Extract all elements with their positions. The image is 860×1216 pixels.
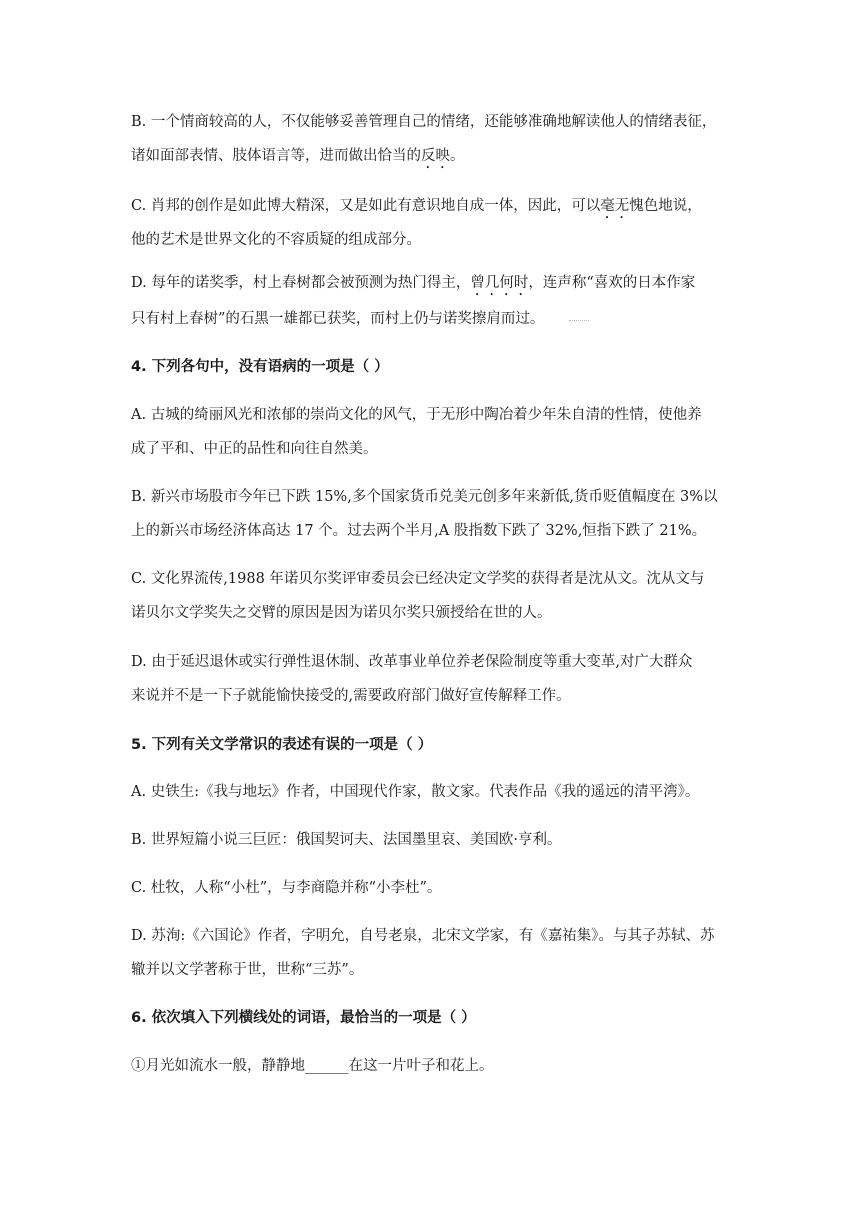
q4-option-b-line2: 上的新兴市场经济体高达 17 个。过去两个半月,A 股指数下跌了 32%,恒指下跌了 21%。	[131, 523, 707, 539]
emphasized-word: 曾几何时	[470, 275, 529, 291]
q3-option-c-line1: C. 肖邦的创作是如此博大精深，又是如此有意识地自成一体，因此，可以毫无愧色地说，	[131, 198, 702, 214]
q5-title: 5. 下列有关文学常识的表述有误的一项是（ ）	[131, 737, 433, 753]
emphasized-word: 毫无	[600, 198, 630, 214]
q5-option-d-line2: 辙并以文学著称于世，世称“三苏”。	[131, 962, 364, 978]
q3-option-d-line1: D. 每年的诺奖季，村上春树都会被预测为热门得主，曾几何时，连声称“喜欢的日本作家	[131, 275, 696, 291]
q4-option-a-line1: A. 古城的绮丽风光和浓郁的崇尚文化的风气，于无形中陶冶着少年朱自清的性情，使他养	[131, 407, 702, 423]
q4-option-d-line1: D. 由于延迟退休或实行弹性退休制、改革事业单位养老保险制度等重大变革,对广大群众	[131, 654, 693, 670]
q5-option-d-line1: D. 苏洵:《六国论》作者，字明允，自号老泉，北宋文学家，有《嘉祐集》。与其子苏轼、苏	[131, 928, 715, 944]
faint-mark	[569, 320, 589, 323]
q6-title: 6. 依次填入下列横线处的词语，最恰当的一项是（ ）	[131, 1010, 476, 1026]
q4-option-b-line1: B. 新兴市场股市今年已下跌 15%,多个国家货币兑美元创多年来新低,货币贬值幅度在 3%以	[131, 489, 718, 505]
q4-option-c-line2: 诺贝尔文学奖失之交臂的原因是因为诺贝尔奖只颁授给在世的人。	[131, 605, 552, 621]
q5-option-b: B. 世界短篇小说三巨匠：俄国契诃夫、法国墨里哀、美国欧·亨利。	[131, 832, 562, 848]
q4-option-a-line2: 成了平和、中正的品性和向往自然美。	[131, 441, 378, 457]
q3-option-b-line1: B. 一个情商较高的人，不仅能够妥善管理自己的情绪，还能够准确地解读他人的情绪表征，	[131, 114, 717, 130]
q5-option-c: C. 杜牧，人称“小杜”，与李商隐并称“小李杜”。	[131, 880, 442, 896]
q5-option-a: A. 史铁生:《我与地坛》作者，中国现代作家，散文家。代表作品《我的遥远的清平湾》。	[131, 784, 700, 800]
q6-item-1: ①月光如流水一般，静静地______在这一片叶子和花上。	[131, 1058, 494, 1074]
q3-option-b-line2: 诸如面部表情、肢体语言等，进而做出恰当的反映。	[131, 148, 465, 164]
emphasized-word: 反映	[421, 148, 450, 164]
q4-option-c-line1: C. 文化界流传,1988 年诺贝尔奖评审委员会已经决定文学奖的获得者是沈从文。沈从文与	[131, 571, 705, 587]
q4-option-d-line2: 来说并不是一下子就能愉快接受的,需要政府部门做好宣传解释工作。	[131, 688, 571, 704]
q3-option-d-line2: 只有村上春树”的石黑一雄都已获奖，而村上仍与诺奖擦肩而过。	[131, 311, 545, 327]
q4-title: 4. 下列各句中，没有语病的一项是（ ）	[131, 359, 389, 375]
q3-option-c-line2: 他的艺术是世界文化的不容质疑的组成部分。	[131, 232, 421, 248]
